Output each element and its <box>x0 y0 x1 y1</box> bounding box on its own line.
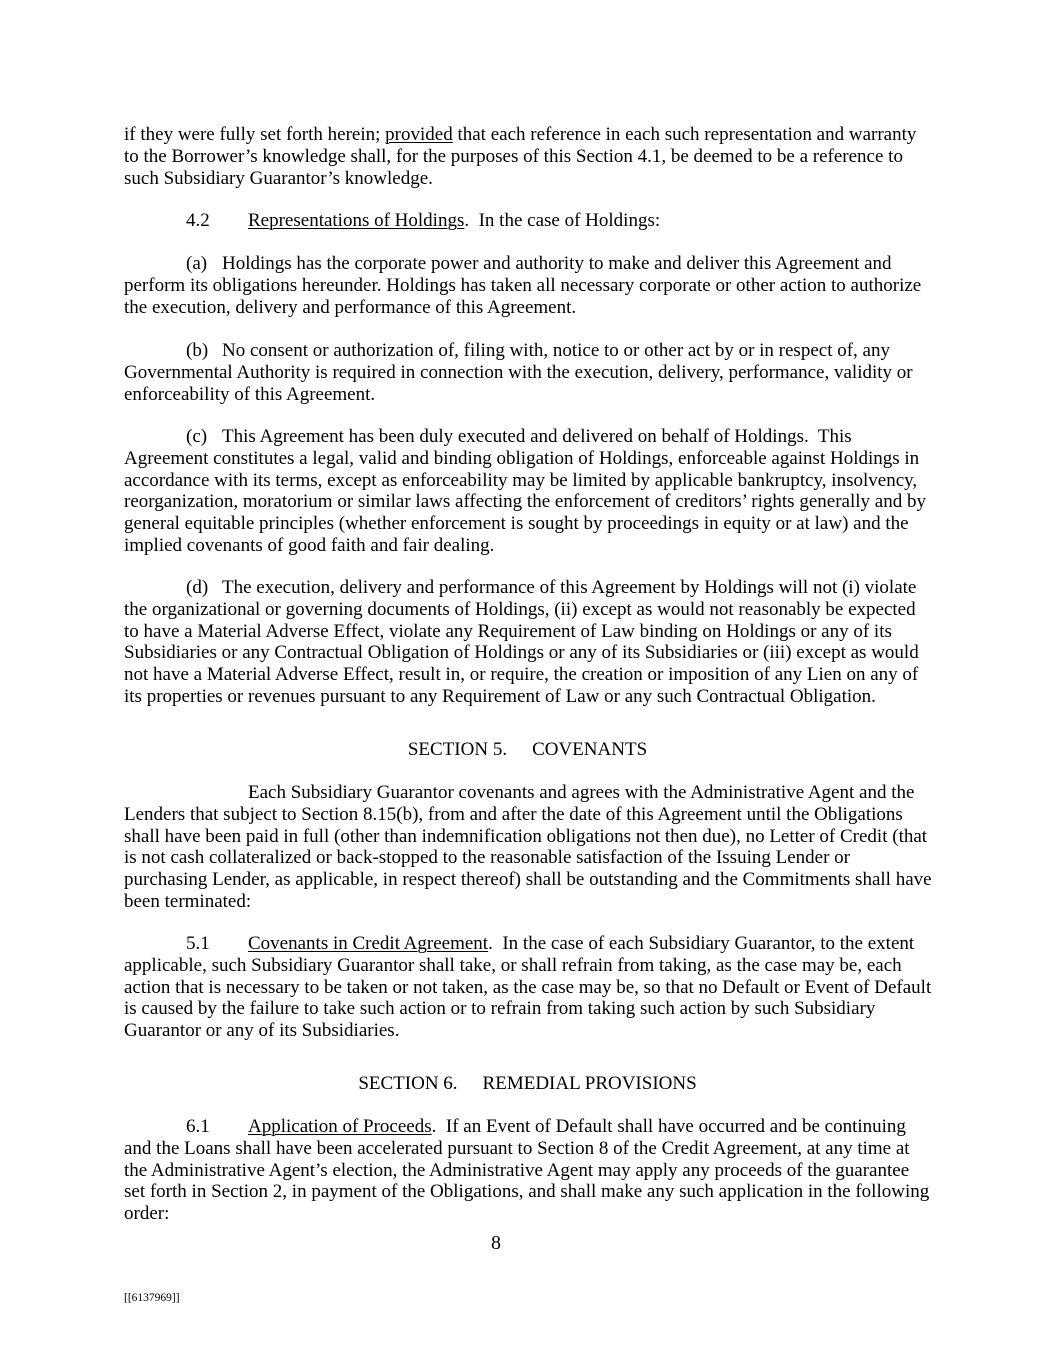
clause-a <box>124 253 936 318</box>
paragraph-line: shall have been paid in full (other than indemnification obligations not then due), no Letter of Credit (that <box>124 825 928 847</box>
document-id: [[6137969]] <box>124 1292 180 1304</box>
paragraph-line: applicable, such Subsidiary Guarantor shall take, or shall refrain from taking, as the case may be, each <box>124 954 902 976</box>
paragraph-line: been terminated: <box>124 890 252 912</box>
section-label: SECTION 5. <box>407 739 508 760</box>
line-text: This Agreement has been duly executed and delivered on behalf of Holdings. This <box>222 426 852 447</box>
paragraph-line: enforceability of this Agreement. <box>124 383 376 405</box>
section-title: COVENANTS <box>532 739 648 760</box>
paragraph-line: general equitable principles (whether enforcement is sought by proceedings in equity or at law) and the <box>124 513 909 535</box>
paragraph-line: implied covenants of good faith and fair dealing. <box>124 534 495 556</box>
line-text: . If an Event of Default shall have occurred and be continuing <box>431 1116 906 1137</box>
subsection-heading-line <box>124 210 936 232</box>
subsection-title: Representations of Holdings <box>248 210 465 231</box>
section-5-intro <box>124 782 936 913</box>
section-label: SECTION 6. <box>358 1073 458 1094</box>
paragraph-line: not have a Material Adverse Effect, result in, or require, the creation or imposition of any Lien on any of <box>124 664 919 686</box>
paragraph-line: such Subsidiary Guarantor’s knowledge. <box>124 167 433 189</box>
line-text: No consent or authorization of, filing with, notice to or other act by or in respect of, any <box>222 340 890 361</box>
paragraph-line: Guarantor or any of its Subsidiaries. <box>124 1020 400 1042</box>
paragraph-line: Subsidiaries or any Contractual Obligation of Holdings or any of its Subsidiaries or (iii) except as would <box>124 642 919 664</box>
paragraph-line <box>124 577 936 599</box>
page-number: 8 <box>491 1232 501 1254</box>
subsection-6-1 <box>124 1116 936 1225</box>
paragraph-line: action that is necessary to be taken or not taken, as the case may be, so that no Default or Event of Default <box>124 976 932 998</box>
paragraph-line: its properties or revenues pursuant to any Requirement of Law or any such Contractual Obligation. <box>124 685 876 707</box>
clause-label: (c) <box>186 426 208 447</box>
line-text: that each reference in each such representation and warranty <box>452 124 917 145</box>
subsection-heading-tail: . In the case of Holdings: <box>464 210 661 231</box>
subsection-title: Application of Proceeds <box>248 1116 432 1137</box>
paragraph-line <box>124 340 936 362</box>
paragraph-line: Lenders that subject to Section 8.15(b), from and after the date of this Agreement until the Obligations <box>124 803 903 825</box>
section-5-heading <box>0 739 1055 761</box>
paragraph-line: order: <box>124 1203 170 1225</box>
clause-b <box>124 340 936 405</box>
clause-d <box>124 577 936 708</box>
clause-label: (a) <box>186 253 208 274</box>
clause-label: (d) <box>186 577 209 598</box>
subsection-5-1 <box>124 933 936 1042</box>
paragraph-line <box>124 253 936 275</box>
line-text: Holdings has the corporate power and authority to make and deliver this Agreement and <box>222 253 892 274</box>
paragraph-line: Each Subsidiary Guarantor covenants and agrees with the Administrative Agent and the <box>248 782 915 803</box>
paragraph-line: the Administrative Agent’s election, the Administrative Agent may apply any proceeds of the guarantee <box>124 1159 910 1181</box>
paragraph-line <box>124 426 936 448</box>
paragraph-line: to the Borrower’s knowledge shall, for the purposes of this Section 4.1, be deemed to be a reference to <box>124 145 903 167</box>
paragraph-line: the execution, delivery and performance of this Agreement. <box>124 296 577 318</box>
paragraph-line: Agreement constitutes a legal, valid and binding obligation of Holdings, enforceable against Holdings in <box>124 447 920 469</box>
paragraph-line: Governmental Authority is required in connection with the execution, delivery, performance, validity or <box>124 361 913 383</box>
paragraph-line: is caused by the failure to take such action or to refrain from taking such action by such Subsidiary <box>124 998 876 1020</box>
subsection-heading-line <box>124 1116 936 1138</box>
clause-label: (b) <box>186 340 209 361</box>
paragraph-line: and the Loans shall have been accelerated pursuant to Section 8 of the Credit Agreement, at any time at <box>124 1137 910 1159</box>
paragraph-line: set forth in Section 2, in payment of the Obligations, and shall make any such application in the following <box>124 1181 930 1203</box>
paragraph-line <box>124 124 936 146</box>
provided-term: provided <box>385 124 453 145</box>
section-4-2-heading <box>124 210 936 232</box>
paragraph-line: to have a Material Adverse Effect, violate any Requirement of Law binding on Holdings or any of its <box>124 620 892 642</box>
continuation-paragraph <box>124 124 936 189</box>
subsection-number: 6.1 <box>186 1116 210 1137</box>
paragraph-line: is not cash collateralized or back-stopped to the reasonable satisfaction of the Issuing Lender or <box>124 847 850 869</box>
line-text: . In the case of each Subsidiary Guarantor, to the extent <box>488 933 915 954</box>
line-text: if they were fully set forth herein; <box>124 124 386 145</box>
section-6-heading <box>0 1073 1055 1095</box>
subsection-number: 5.1 <box>186 933 210 954</box>
subsection-heading-line <box>124 933 936 955</box>
subsection-title: Covenants in Credit Agreement <box>248 933 489 954</box>
subsection-number: 4.2 <box>186 210 210 231</box>
paragraph-line: perform its obligations hereunder. Holdings has taken all necessary corporate or other action to authorize <box>124 274 922 296</box>
section-title: REMEDIAL PROVISIONS <box>482 1073 697 1094</box>
paragraph-line: accordance with its terms, except as enforceability may be limited by applicable bankruptcy, insolvency, <box>124 469 918 491</box>
paragraph-line: the organizational or governing documents of Holdings, (ii) except as would not reasonably be expected <box>124 598 916 620</box>
line-text: The execution, delivery and performance of this Agreement by Holdings will not (i) violate <box>222 577 917 598</box>
paragraph-line: purchasing Lender, as applicable, in respect thereof) shall be outstanding and the Commitments shall have <box>124 869 932 891</box>
paragraph-line: reorganization, moratorium or similar laws affecting the enforcement of creditors’ rights generally and by <box>124 491 926 513</box>
clause-c <box>124 426 936 557</box>
